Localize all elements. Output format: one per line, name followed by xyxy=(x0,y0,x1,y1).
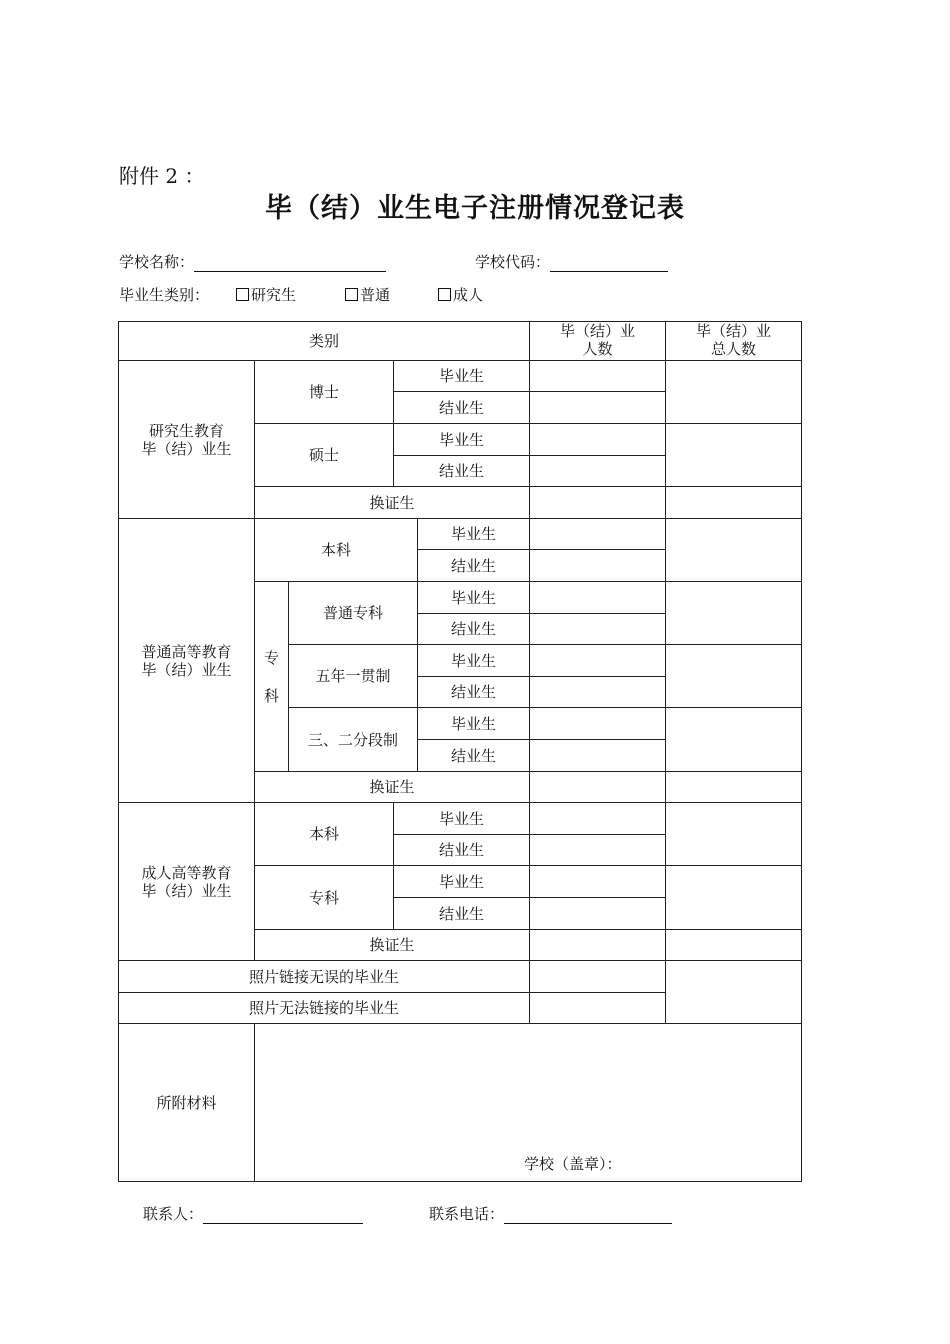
row-photo-ok: 照片链接无误的毕业生 xyxy=(119,961,530,993)
row-cert-change: 换证生 xyxy=(255,772,530,803)
level-zhuanke: 专 科 xyxy=(255,582,289,772)
row-graduate-label: 毕业生 xyxy=(394,424,530,456)
count-cell[interactable] xyxy=(530,550,666,582)
type-regular-zhuanke: 普通专科 xyxy=(289,582,418,645)
count-cell[interactable] xyxy=(530,993,666,1024)
count-cell[interactable] xyxy=(530,456,666,487)
count-cell[interactable] xyxy=(530,519,666,550)
row-completer-label: 结业生 xyxy=(418,550,530,582)
row-completer-label: 结业生 xyxy=(418,677,530,708)
total-cell[interactable] xyxy=(666,772,802,803)
total-cell[interactable] xyxy=(666,424,802,487)
count-cell[interactable] xyxy=(530,961,666,993)
total-cell[interactable] xyxy=(666,361,802,424)
count-cell[interactable] xyxy=(530,835,666,866)
row-graduate-label: 毕业生 xyxy=(418,519,530,550)
row-graduate-label: 毕业生 xyxy=(418,582,530,614)
section-regular: 普通高等教育 毕（结）业生 xyxy=(119,519,255,803)
type-segmented: 三、二分段制 xyxy=(289,708,418,772)
degree-doctor: 博士 xyxy=(255,361,394,424)
phone-label: 联系电话： xyxy=(429,1205,505,1223)
row-completer-label: 结业生 xyxy=(394,392,530,424)
category-label: 毕业生类别： xyxy=(119,286,210,304)
school-code-label: 学校代码： xyxy=(475,253,551,271)
count-cell[interactable] xyxy=(530,930,666,961)
school-name-label: 学校名称： xyxy=(119,253,195,271)
row-graduate-label: 毕业生 xyxy=(394,361,530,392)
total-cell[interactable] xyxy=(666,803,802,866)
count-cell[interactable] xyxy=(530,614,666,645)
school-code-field[interactable] xyxy=(550,255,668,272)
row-completer-label: 结业生 xyxy=(394,898,530,930)
row-completer-label: 结业生 xyxy=(394,835,530,866)
row-photo-fail: 照片无法链接的毕业生 xyxy=(119,993,530,1024)
attachments-label: 所附材料 xyxy=(119,1024,255,1182)
count-cell[interactable] xyxy=(530,361,666,392)
contact-row xyxy=(143,1203,363,1224)
degree-master: 硕士 xyxy=(255,424,394,487)
count-cell[interactable] xyxy=(530,645,666,677)
count-cell[interactable] xyxy=(530,487,666,519)
checkbox-icon[interactable] xyxy=(236,288,249,301)
row-graduate-label: 毕业生 xyxy=(394,803,530,835)
total-cell[interactable] xyxy=(666,866,802,930)
count-cell[interactable] xyxy=(530,803,666,835)
row-completer-label: 结业生 xyxy=(418,614,530,645)
total-cell[interactable] xyxy=(666,519,802,582)
count-cell[interactable] xyxy=(530,740,666,772)
total-cell[interactable] xyxy=(666,961,802,1024)
count-cell[interactable] xyxy=(530,582,666,614)
header-category: 类别 xyxy=(119,322,530,361)
row-graduate-label: 毕业生 xyxy=(418,645,530,677)
contact-label: 联系人： xyxy=(143,1205,204,1223)
count-cell[interactable] xyxy=(530,866,666,898)
option-graduate[interactable]: 研究生 xyxy=(236,284,296,305)
count-cell[interactable] xyxy=(530,392,666,424)
header-count: 毕（结）业 人数 xyxy=(530,322,666,361)
row-graduate-label: 毕业生 xyxy=(394,866,530,898)
count-cell[interactable] xyxy=(530,898,666,930)
section-graduate: 研究生教育 毕（结）业生 xyxy=(119,361,255,519)
level-bachelor: 本科 xyxy=(255,519,418,582)
row-completer-label: 结业生 xyxy=(418,740,530,772)
count-cell[interactable] xyxy=(530,772,666,803)
school-code-row xyxy=(475,251,668,272)
school-name-row xyxy=(119,251,386,272)
adult-level-zhuanke: 专科 xyxy=(255,866,394,930)
school-name-field[interactable] xyxy=(194,255,386,272)
type-five-year: 五年一贯制 xyxy=(289,645,418,708)
school-stamp-label: 学校（盖章）： xyxy=(524,1155,622,1173)
total-cell[interactable] xyxy=(666,582,802,645)
checkbox-icon[interactable] xyxy=(438,288,451,301)
attachment-label: 附件 2 ： xyxy=(119,164,205,188)
count-cell[interactable] xyxy=(530,424,666,456)
row-completer-label: 结业生 xyxy=(394,456,530,487)
checkbox-icon[interactable] xyxy=(345,288,358,301)
total-cell[interactable] xyxy=(666,930,802,961)
table-header-row xyxy=(119,322,802,361)
section-adult: 成人高等教育 毕（结）业生 xyxy=(119,803,255,961)
phone-field[interactable] xyxy=(504,1207,672,1224)
option-adult[interactable]: 成人 xyxy=(438,284,483,305)
count-cell[interactable] xyxy=(530,708,666,740)
total-cell[interactable] xyxy=(666,645,802,708)
adult-level-bachelor: 本科 xyxy=(255,803,394,866)
phone-row xyxy=(429,1203,672,1224)
row-cert-change: 换证生 xyxy=(255,487,530,519)
option-regular[interactable]: 普通 xyxy=(345,284,390,305)
row-cert-change: 换证生 xyxy=(255,930,530,961)
contact-field[interactable] xyxy=(203,1207,363,1224)
total-cell[interactable] xyxy=(666,487,802,519)
count-cell[interactable] xyxy=(530,677,666,708)
registration-table xyxy=(118,321,802,1182)
page-title: 毕（结）业生电子注册情况登记表 xyxy=(265,193,685,224)
total-cell[interactable] xyxy=(666,708,802,772)
header-total: 毕（结）业 总人数 xyxy=(666,322,802,361)
row-graduate-label: 毕业生 xyxy=(418,708,530,740)
